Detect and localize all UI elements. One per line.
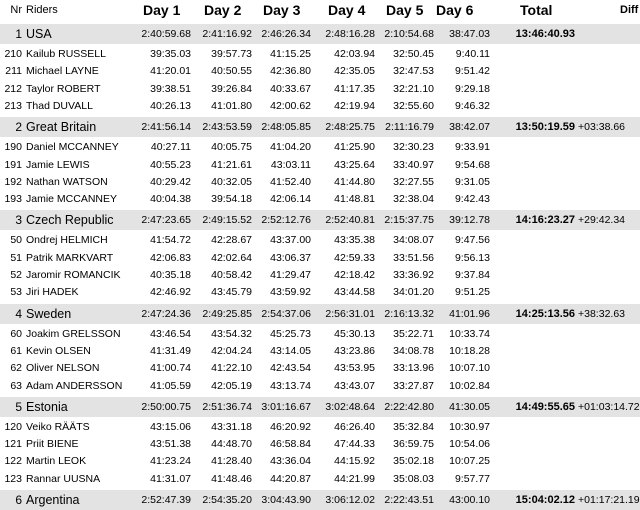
rider-day-1: 40:35.18 (150, 269, 191, 281)
rider-row (0, 174, 640, 190)
team-total: 14:16:23.27 (515, 214, 575, 227)
team-total: 14:25:13.56 (515, 307, 575, 320)
team-diff: +01:17:21.19 (578, 494, 640, 506)
rider-day-5: 32:27.55 (393, 175, 434, 188)
rider-day-1: 40:29.42 (150, 175, 191, 188)
rider-day-6: 9:37.84 (454, 269, 490, 281)
rider-day-3: 40:33.67 (270, 82, 311, 95)
rider-day-4: 43:35.38 (334, 234, 375, 247)
rider-day-5: 35:02.18 (393, 455, 434, 468)
rider-day-2: 41:01.80 (211, 99, 252, 112)
rider-day-3: 41:04.20 (270, 141, 311, 154)
rider-row (0, 250, 640, 266)
rider-day-5: 35:22.71 (393, 327, 434, 340)
rider-day-5: 33:13.96 (393, 362, 434, 375)
team-name: Czech Republic (26, 213, 114, 228)
team-rank: 6 (15, 493, 22, 507)
rider-day-4: 42:19.94 (334, 99, 375, 112)
rider-day-5: 32:47.53 (393, 65, 434, 78)
rider-row (0, 46, 640, 62)
rider-day-2: 41:21.61 (211, 158, 252, 171)
rider-name: Jamie MCCANNEY (26, 193, 118, 206)
rider-day-1: 41:05.59 (150, 379, 191, 392)
rider-day-3: 41:15.25 (270, 48, 311, 60)
rider-row (0, 191, 640, 207)
rider-day-4: 42:59.33 (334, 251, 375, 264)
rider-name: Kevin OLSEN (26, 344, 91, 357)
rider-day-1: 41:00.74 (150, 362, 191, 375)
rider-day-6: 9:51.25 (454, 286, 490, 299)
rider-day-1: 41:20.01 (150, 65, 191, 78)
rider-nr: 61 (10, 344, 22, 357)
rider-nr: 50 (10, 234, 22, 247)
rider-nr: 192 (4, 175, 22, 188)
rider-day-3: 46:20.92 (270, 420, 311, 433)
rider-nr: 60 (10, 327, 22, 340)
rider-day-3: 42:06.14 (270, 193, 311, 206)
team-day-5: 2:16:13.32 (384, 307, 434, 320)
rider-row (0, 139, 640, 155)
rider-day-5: 32:55.60 (393, 99, 434, 112)
rider-nr: 121 (4, 438, 22, 451)
rider-day-6: 10:54.06 (449, 438, 490, 451)
team-day-4: 3:06:12.02 (325, 494, 375, 506)
team-day-6: 38:42.07 (449, 121, 490, 134)
team-day-1: 2:41:56.14 (141, 121, 191, 134)
rider-day-6: 10:30.97 (449, 420, 490, 433)
rider-day-5: 32:50.45 (393, 48, 434, 60)
rider-day-1: 40:55.23 (150, 158, 191, 171)
team-rank: 4 (15, 306, 22, 321)
rider-nr: 211 (5, 65, 22, 78)
rider-name: Taylor ROBERT (26, 82, 101, 95)
rider-name: Martin LEOK (26, 455, 87, 468)
rider-day-2: 43:45.79 (211, 286, 252, 299)
rider-day-1: 43:46.54 (150, 327, 191, 340)
rider-day-1: 39:38.51 (150, 82, 191, 95)
rider-day-4: 43:53.95 (334, 362, 375, 375)
rider-day-6: 9:46.32 (454, 99, 490, 112)
team-day-2: 2:54:35.20 (202, 494, 252, 506)
team-diff: +38:32.63 (578, 307, 626, 320)
rider-day-2: 41:48.46 (211, 472, 252, 485)
rider-row (0, 63, 640, 79)
rider-day-1: 41:31.49 (150, 344, 191, 357)
team-day-3: 2:54:37.06 (261, 307, 311, 320)
rider-name: Kailub RUSSELL (26, 48, 106, 60)
rider-name: Michael LAYNE (26, 65, 99, 78)
rider-day-5: 34:08.07 (393, 234, 434, 247)
rider-day-4: 44:15.92 (334, 455, 375, 468)
rider-day-5: 32:21.10 (393, 82, 434, 95)
team-row (0, 24, 640, 44)
rider-row (0, 232, 640, 248)
team-day-3: 2:48:05.85 (261, 121, 311, 134)
rider-name: Jaromir ROMANCIK (26, 269, 121, 281)
team-day-6: 38:47.03 (449, 28, 490, 40)
team-day-4: 2:52:40.81 (325, 214, 375, 227)
rider-day-2: 42:28.67 (211, 234, 252, 247)
team-day-1: 2:47:23.65 (141, 214, 191, 227)
rider-day-6: 10:18.28 (449, 344, 490, 357)
rider-day-1: 41:31.07 (150, 472, 191, 485)
rider-day-2: 43:31.18 (211, 420, 252, 433)
rider-day-6: 9:40.11 (455, 48, 490, 60)
team-day-4: 3:02:48.64 (325, 400, 375, 413)
rider-day-5: 32:38.04 (393, 193, 434, 206)
rider-day-3: 43:36.04 (270, 455, 311, 468)
team-day-1: 2:40:59.68 (141, 28, 191, 40)
rider-day-5: 33:36.92 (393, 269, 434, 281)
rider-name: Priit BIENE (26, 438, 79, 451)
rider-day-6: 10:07.10 (449, 362, 490, 375)
rider-day-6: 10:02.84 (449, 379, 490, 392)
team-name: Great Britain (26, 120, 97, 135)
rider-name: Nathan WATSON (26, 175, 108, 188)
rider-name: Oliver NELSON (26, 362, 100, 375)
rider-day-2: 42:05.19 (211, 379, 252, 392)
rider-day-6: 9:33.91 (454, 141, 490, 154)
rider-name: Jiri HADEK (26, 286, 79, 299)
header-day-1: Day 1 (143, 2, 181, 18)
team-diff: +03:38.66 (578, 121, 626, 134)
rider-name: Joakim GRELSSON (26, 327, 121, 340)
rider-day-3: 43:14.05 (270, 344, 311, 357)
team-day-5: 2:15:37.75 (384, 214, 434, 227)
rider-name: Ondrej HELMICH (26, 234, 108, 247)
rider-day-1: 40:26.13 (150, 99, 191, 112)
rider-day-2: 40:05.75 (211, 141, 252, 154)
team-rank: 3 (15, 213, 22, 228)
team-name: USA (26, 27, 52, 41)
rider-day-6: 10:33.74 (449, 327, 490, 340)
rider-day-4: 43:44.58 (334, 286, 375, 299)
rider-name: Adam ANDERSSON (26, 379, 123, 392)
rider-day-5: 33:51.56 (393, 251, 434, 264)
rider-day-3: 41:52.40 (270, 175, 311, 188)
rider-day-2: 42:02.64 (211, 251, 252, 264)
team-total: 13:46:40.93 (515, 28, 575, 40)
rider-row (0, 378, 640, 394)
team-rank: 5 (15, 399, 22, 414)
team-day-2: 2:41:16.92 (202, 28, 252, 40)
rider-day-4: 47:44.33 (334, 438, 375, 451)
rider-row (0, 360, 640, 376)
rider-day-2: 40:58.42 (211, 269, 252, 281)
team-name: Sweden (26, 306, 72, 321)
rider-nr: 53 (10, 286, 22, 299)
team-day-1: 2:50:00.75 (141, 400, 191, 413)
rider-nr: 213 (4, 99, 22, 112)
team-day-5: 2:22:42.80 (384, 400, 434, 413)
rider-row (0, 453, 640, 469)
rider-day-6: 9:56.13 (454, 251, 490, 264)
rider-nr: 52 (10, 269, 22, 281)
rider-nr: 193 (4, 193, 22, 206)
rider-day-2: 42:04.24 (211, 344, 252, 357)
rider-day-4: 44:21.99 (334, 472, 375, 485)
team-day-3: 3:01:16.67 (261, 400, 311, 413)
team-day-2: 2:51:36.74 (202, 400, 252, 413)
rider-name: Jamie LEWIS (26, 158, 90, 171)
team-day-2: 2:49:25.85 (202, 307, 252, 320)
rider-nr: 51 (10, 251, 22, 264)
rider-day-6: 9:54.68 (454, 158, 490, 171)
rider-day-3: 45:25.73 (270, 327, 311, 340)
rider-row (0, 343, 640, 359)
rider-day-4: 42:35.05 (334, 65, 375, 78)
team-day-3: 3:04:43.90 (261, 494, 311, 506)
rider-day-6: 9:42.43 (454, 193, 490, 206)
rider-day-6: 10:07.25 (449, 455, 490, 468)
rider-day-1: 43:51.38 (150, 438, 191, 451)
team-day-6: 41:01.96 (449, 307, 490, 320)
header-day-6: Day 6 (436, 2, 474, 18)
rider-day-3: 42:00.62 (270, 99, 311, 112)
rider-day-1: 42:46.92 (150, 286, 191, 299)
rider-name: Daniel MCCANNEY (26, 141, 119, 154)
rider-row (0, 157, 640, 173)
team-day-5: 2:22:43.51 (384, 494, 434, 506)
rider-name: Patrik MARKVART (26, 251, 114, 264)
header-day-2: Day 2 (204, 2, 242, 18)
team-day-3: 2:52:12.76 (261, 214, 311, 227)
team-row (0, 490, 640, 510)
rider-day-5: 35:08.03 (393, 472, 434, 485)
team-day-2: 2:43:53.59 (202, 121, 252, 134)
team-name: Argentina (26, 493, 80, 507)
rider-nr: 210 (4, 48, 22, 60)
rider-day-2: 44:48.70 (211, 438, 252, 451)
rider-day-4: 41:44.80 (334, 175, 375, 188)
rider-nr: 191 (4, 158, 22, 171)
team-day-5: 2:10:54.68 (384, 28, 434, 40)
team-diff: +01:03:14.72 (578, 400, 640, 413)
header-day-4: Day 4 (328, 2, 366, 18)
rider-day-4: 41:17.35 (334, 82, 375, 95)
rider-day-3: 43:13.74 (270, 379, 311, 392)
rider-day-2: 43:54.32 (211, 327, 252, 340)
rider-nr: 122 (4, 455, 22, 468)
rider-day-2: 41:28.40 (211, 455, 252, 468)
rider-row (0, 436, 640, 452)
rider-nr: 123 (4, 472, 22, 485)
header-day-3: Day 3 (263, 2, 301, 18)
rider-day-2: 39:57.73 (211, 48, 252, 60)
rider-day-4: 42:03.94 (334, 48, 375, 60)
rider-day-6: 9:51.42 (454, 65, 490, 78)
rider-row (0, 81, 640, 97)
rider-name: Rannar UUSNA (26, 472, 101, 485)
rider-day-5: 34:08.78 (393, 344, 434, 357)
header-riders: Riders (26, 4, 58, 16)
table-header (0, 0, 640, 20)
team-day-1: 2:47:24.36 (141, 307, 191, 320)
rider-day-6: 9:29.18 (454, 82, 490, 95)
rider-row (0, 471, 640, 487)
rider-day-2: 41:22.10 (211, 362, 252, 375)
rider-day-3: 42:43.54 (270, 362, 311, 375)
header-total: Total (520, 2, 553, 18)
rider-day-5: 33:27.87 (393, 379, 434, 392)
rider-row (0, 267, 640, 283)
rider-nr: 62 (10, 362, 22, 375)
rider-day-1: 43:15.06 (150, 420, 191, 433)
rider-day-4: 43:23.86 (334, 344, 375, 357)
header-nr: Nr (10, 4, 22, 16)
rider-row (0, 419, 640, 435)
team-day-6: 43:00.10 (449, 494, 490, 506)
header-diff: Diff (620, 4, 639, 16)
team-row (0, 304, 640, 324)
rider-day-3: 43:59.92 (270, 286, 311, 299)
rider-day-4: 46:26.40 (334, 420, 375, 433)
team-total: 13:50:19.59 (515, 121, 575, 134)
team-day-4: 2:48:25.75 (325, 121, 375, 134)
rider-nr: 190 (4, 141, 22, 154)
team-total: 14:49:55.65 (515, 400, 575, 413)
rider-day-3: 41:29.47 (270, 269, 311, 281)
rider-day-1: 39:35.03 (150, 48, 191, 60)
rider-day-4: 43:43.07 (334, 379, 375, 392)
team-row (0, 210, 640, 230)
rider-day-2: 40:32.05 (211, 175, 252, 188)
team-day-6: 39:12.78 (449, 214, 490, 227)
rider-day-5: 33:40.97 (393, 158, 434, 171)
rider-day-1: 40:27.11 (150, 141, 191, 154)
team-day-4: 2:56:31.01 (325, 307, 375, 320)
team-day-1: 2:52:47.39 (141, 494, 191, 506)
rider-nr: 212 (4, 82, 22, 95)
team-rank: 1 (15, 27, 22, 41)
rider-day-5: 36:59.75 (393, 438, 434, 451)
rider-day-1: 42:06.83 (150, 251, 191, 264)
rider-day-1: 41:54.72 (150, 234, 191, 247)
team-day-2: 2:49:15.52 (202, 214, 252, 227)
rider-day-1: 41:23.24 (150, 455, 191, 468)
rider-day-6: 9:31.05 (454, 175, 490, 188)
team-day-5: 2:11:16.79 (385, 121, 434, 134)
rider-day-3: 42:36.80 (270, 65, 311, 78)
rider-nr: 63 (10, 379, 22, 392)
team-day-3: 2:46:26.34 (261, 28, 311, 40)
rider-day-5: 34:01.20 (393, 286, 434, 299)
rider-day-4: 43:25.64 (334, 158, 375, 171)
team-row (0, 397, 640, 417)
rider-name: Thad DUVALL (26, 99, 93, 112)
rider-day-4: 41:25.90 (334, 141, 375, 154)
rider-day-4: 45:30.13 (334, 327, 375, 340)
rider-row (0, 98, 640, 114)
team-name: Estonia (26, 399, 68, 414)
rider-day-3: 44:20.87 (270, 472, 311, 485)
rider-nr: 120 (4, 420, 22, 433)
team-day-6: 41:30.05 (449, 400, 490, 413)
rider-day-3: 43:06.37 (270, 251, 311, 264)
team-diff: +29:42.34 (578, 214, 626, 227)
team-row (0, 117, 640, 137)
rider-day-3: 43:37.00 (270, 234, 311, 247)
rider-day-1: 40:04.38 (150, 193, 191, 206)
rider-day-2: 39:26.84 (211, 82, 252, 95)
rider-day-3: 43:03.11 (270, 158, 311, 171)
rider-day-4: 41:48.81 (334, 193, 375, 206)
team-day-4: 2:48:16.28 (325, 28, 375, 40)
rider-day-5: 35:32.84 (393, 420, 434, 433)
rider-day-2: 39:54.18 (211, 193, 252, 206)
team-rank: 2 (15, 120, 22, 135)
rider-day-5: 32:30.23 (393, 141, 434, 154)
rider-day-6: 9:57.77 (454, 472, 490, 485)
rider-day-3: 46:58.84 (270, 438, 311, 451)
rider-day-6: 9:47.56 (454, 234, 490, 247)
rider-day-2: 40:50.55 (211, 65, 252, 78)
header-day-5: Day 5 (386, 2, 424, 18)
rider-name: Veiko RÄÄTS (26, 420, 90, 433)
rider-day-4: 42:18.42 (334, 269, 375, 281)
rider-row (0, 284, 640, 300)
rider-row (0, 326, 640, 342)
team-total: 15:04:02.12 (515, 494, 575, 506)
